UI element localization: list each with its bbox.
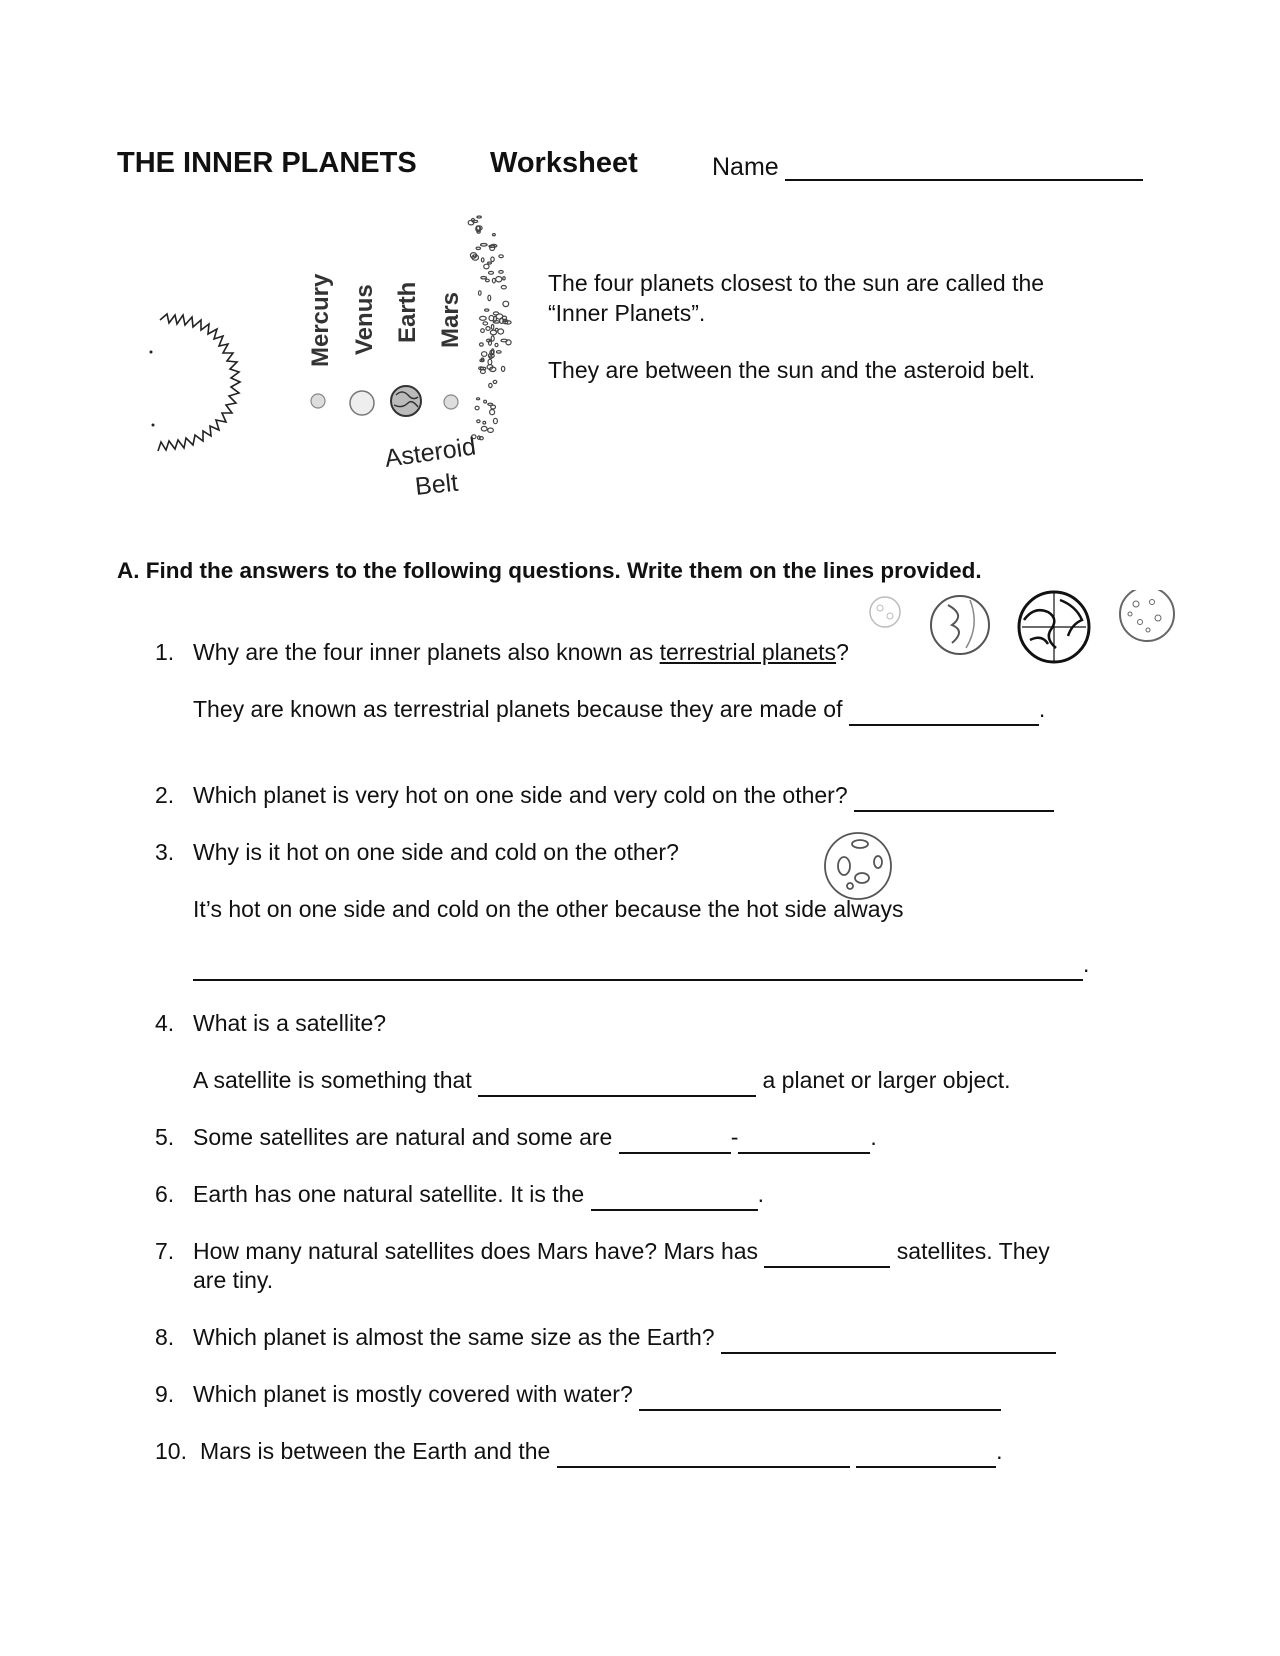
answer-text-end: a planet or larger object. <box>756 1067 1011 1093</box>
mars-icon <box>444 395 458 409</box>
question-text: Mars is between the Earth and the <box>200 1438 557 1464</box>
question-number: 2. <box>155 782 175 808</box>
question-number: 10. <box>155 1438 187 1464</box>
answer-blank-5b[interactable] <box>738 1123 870 1154</box>
answer-blank-6[interactable] <box>591 1180 758 1211</box>
terrestrial-planets-term: terrestrial planets <box>659 639 837 665</box>
answer-blank-7[interactable] <box>764 1237 890 1268</box>
planet-label-earth: Earth <box>394 281 421 343</box>
question-number: 7. <box>155 1238 175 1264</box>
name-field[interactable] <box>785 179 1143 181</box>
question-number: 6. <box>155 1181 175 1207</box>
worksheet-label: Worksheet <box>490 147 638 179</box>
question-text: Which planet is very hot on one side and very cold on the other? <box>193 782 848 808</box>
question-text: Earth has one natural satellite. It is the <box>193 1181 591 1207</box>
asteroid-belt-icon <box>468 216 511 440</box>
question-mark: ? <box>836 639 849 665</box>
question-1-answer <box>193 695 1045 726</box>
intro-line-2: “Inner Planets”. <box>548 300 706 326</box>
answer-blank-4[interactable] <box>478 1066 756 1097</box>
asteroid-label: Asteroid <box>382 432 478 473</box>
question-3-answer: It’s hot on one side and cold on the other because the hot side always <box>193 896 904 922</box>
question-text: Which planet is almost the same size as the Earth? <box>193 1324 715 1350</box>
planet-label-mars: Mars <box>437 291 464 348</box>
question-4-answer <box>193 1066 1011 1097</box>
answer-period: . <box>1083 951 1090 977</box>
earth-icon <box>391 386 421 416</box>
question-text: How many natural satellites does Mars have? Mars has <box>193 1238 765 1264</box>
question-3-answer-line <box>193 950 1089 981</box>
page-title: THE INNER PLANETS <box>117 147 417 179</box>
question-number: 3. <box>155 839 175 865</box>
answer-text: They are known as terrestrial planets because they are made of <box>193 696 849 722</box>
intro-text <box>548 268 1044 385</box>
answer-period: . <box>996 1438 1003 1464</box>
answer-blank-10b[interactable] <box>856 1437 996 1468</box>
question-text-end: satellites. They <box>890 1238 1050 1264</box>
planet-label-mercury: Mercury <box>307 273 334 367</box>
question-number: 1. <box>155 639 175 665</box>
answer-blank-1[interactable] <box>849 695 1039 726</box>
hyphen: - <box>730 1124 739 1150</box>
name-label: Name <box>712 153 779 181</box>
question-7-line-2: are tiny. <box>193 1267 274 1293</box>
mercury-icon <box>825 833 891 899</box>
question-text: Some satellites are natural and some are <box>193 1124 619 1150</box>
earth-icon <box>1019 592 1089 662</box>
answer-blank-5a[interactable] <box>619 1123 731 1154</box>
question-number: 5. <box>155 1124 175 1150</box>
question-text: Which planet is mostly covered with water? <box>193 1381 633 1407</box>
question-number: 8. <box>155 1324 175 1350</box>
answer-text: A satellite is something that <box>193 1067 479 1093</box>
mercury-icon <box>870 597 900 627</box>
answer-blank-3[interactable] <box>193 950 1083 981</box>
mars-icon <box>1120 590 1174 641</box>
answer-blank-9[interactable] <box>639 1380 1001 1411</box>
answer-blank-2[interactable] <box>854 781 1054 812</box>
belt-label: Belt <box>413 468 460 501</box>
venus-icon <box>931 596 989 654</box>
question-text: Why are the four inner planets also known as <box>193 639 660 665</box>
answer-period: . <box>757 1181 765 1207</box>
intro-line-3: They are between the sun and the asteroid belt. <box>548 357 1036 383</box>
intro-line-1: The four planets closest to the sun are called the <box>548 270 1045 296</box>
answer-period: . <box>870 1124 877 1150</box>
question-text: What is a satellite? <box>193 1010 387 1036</box>
planets-row-illustration <box>860 590 1180 670</box>
section-a-heading: A. Find the answers to the following questions. Write them on the lines provided. <box>117 558 982 583</box>
venus-icon <box>350 391 374 415</box>
question-number: 9. <box>155 1381 175 1407</box>
inner-planets-diagram <box>140 215 540 510</box>
answer-blank-10a[interactable] <box>557 1437 850 1468</box>
mercury-icon <box>311 394 325 408</box>
sun-icon <box>158 314 240 451</box>
answer-period: . <box>1038 696 1046 722</box>
planet-label-venus: Venus <box>351 284 378 355</box>
question-number: 4. <box>155 1010 175 1036</box>
answer-blank-8[interactable] <box>721 1323 1056 1354</box>
question-text: Why is it hot on one side and cold on the other? <box>193 839 679 865</box>
